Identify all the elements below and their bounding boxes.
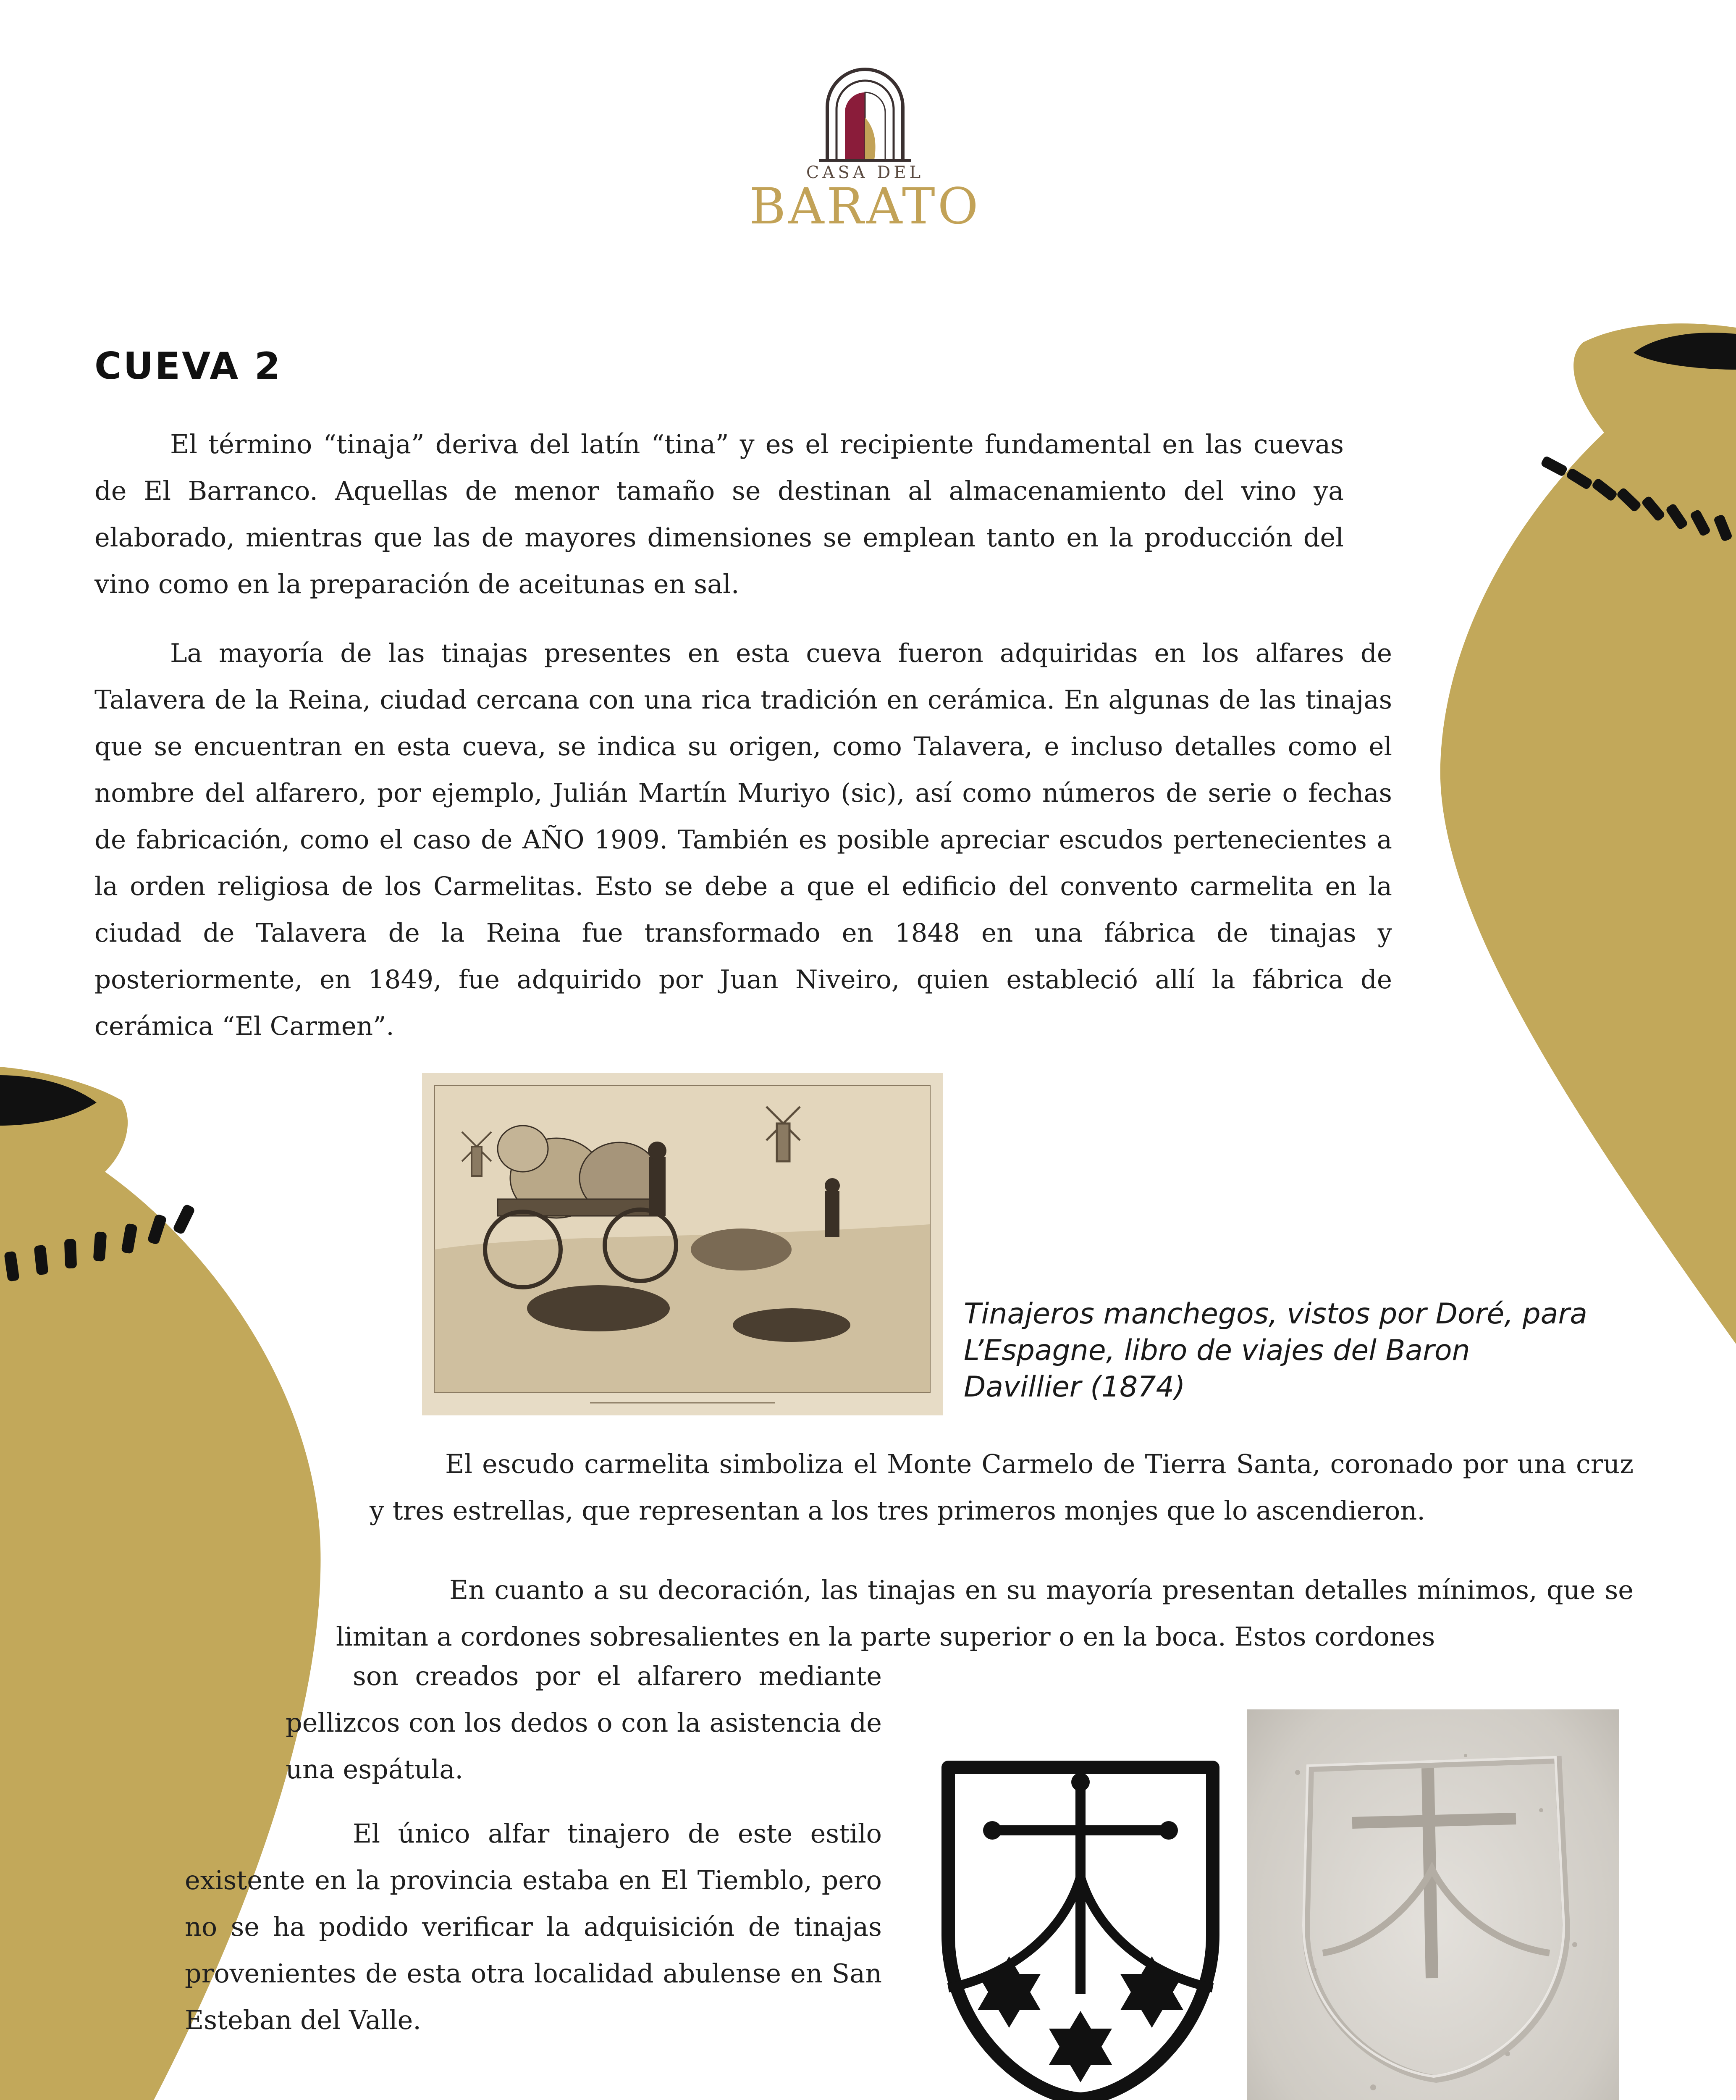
logo-arch-icon <box>819 63 911 164</box>
paragraph-4: En cuanto a su decoración, las tinajas en su mayoría presentan detalles mínimos, que se limitan a cordones sobresalientes en la parte superior o en la boca. Estos cordones <box>336 1575 1634 1652</box>
jar-decoration-right <box>1386 311 1736 1361</box>
stone-carving-image <box>1247 1709 1619 2100</box>
engraving-image <box>422 1073 943 1415</box>
carmelite-shield-icon <box>940 1759 1221 2100</box>
paragraph-1: El término “tinaja” deriva del latín “tina” y es el recipiente fundamental en las cuevas de El Barranco. Aquellas de menor tamaño se destinan al almacenamiento del vino ya elaborado, mientras que las de mayores dimensiones se emplean tanto en la producción del vino como en la preparación de aceitunas en sal. <box>94 429 1344 599</box>
logo-line-1: CASA DEL <box>806 163 924 182</box>
logo-line-2: BARATO <box>749 177 981 235</box>
logo <box>747 63 983 244</box>
image-caption: Tinajeros manchegos, vistos por Doré, para L’Espagne, libro de viajes del Baron Davillier (1874) <box>964 1297 1587 1404</box>
paragraph-2: La mayoría de las tinajas presentes en esta cueva fueron adquiridas en los alfares de Talavera de la Reina, ciudad cercana con una rica tradición en cerámica. En algunas de las tinajas que se encuentran en esta cueva, se indica su origen, como Talavera, e incluso detalles como el nombre del alfarero, por ejemplo, Julián Martín Muriyo (sic), así como números de serie o fechas de fabricación, como el caso de AÑO 1909. También es posible apreciar escudos pertenecientes a la orden religiosa de los Carmelitas. Esto se debe a que el edificio del convento carmelita en la ciudad de Talavera de la Reina fue transformado en 1848 en una fábrica de tinajas y posteriormente, en 1849, fue adquirido por Juan Niveiro, quien estableció allí la fábrica de cerámica “El Carmen”. <box>94 638 1392 1041</box>
page-title: CUEVA 2 <box>94 344 282 388</box>
paragraph-3: El escudo carmelita simboliza el Monte Carmelo de Tierra Santa, coronado por una cruz y tres estrellas, que representan a los tres primeros monjes que lo ascendieron. <box>370 1449 1634 1526</box>
paragraph-5: El único alfar tinajero de este estilo existente en la provincia estaba en El Tiemblo, pero no se ha podido verificar la adquisición de tinajas provenientes de esta otra localidad abulense en San Esteban del Valle. <box>185 1818 882 2035</box>
paragraph-4-continued: son creados por el alfarero mediante pellizcos con los dedos o con la asistencia de una espátula. <box>286 1661 882 1785</box>
